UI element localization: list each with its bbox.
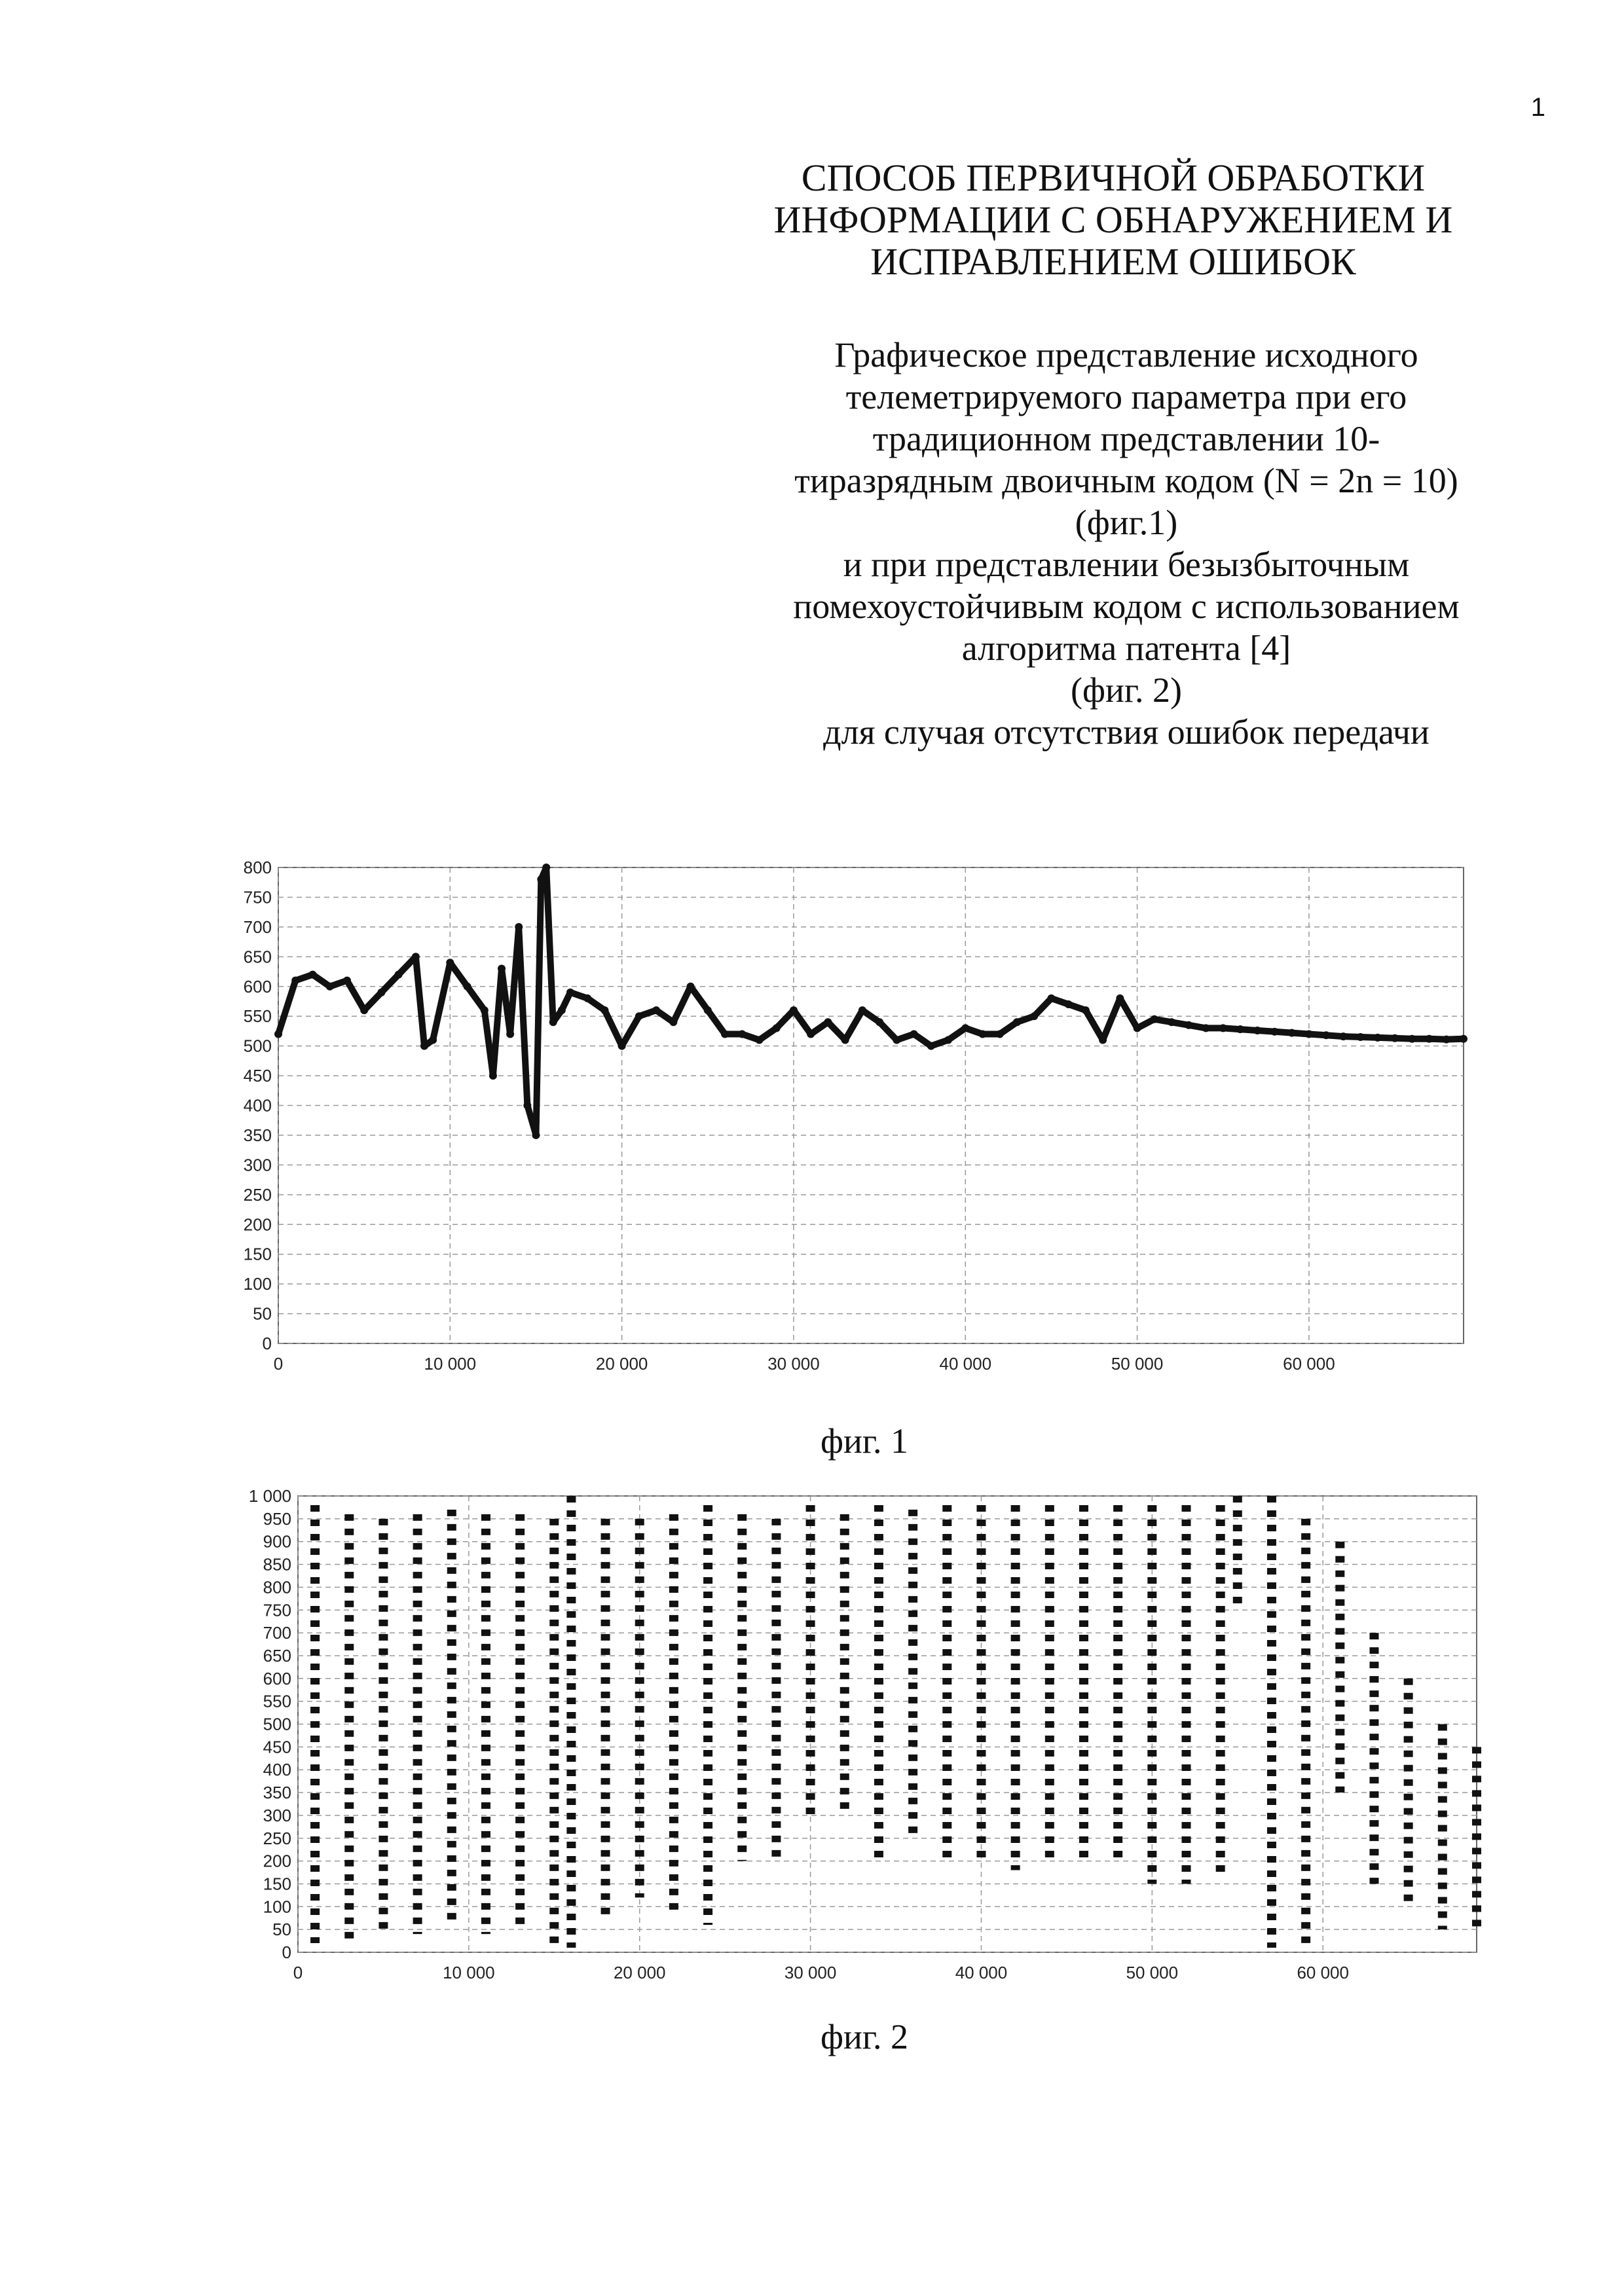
y-tick-label: 50 xyxy=(272,1920,291,1940)
y-tick-label: 600 xyxy=(263,1668,291,1688)
y-tick-label: 750 xyxy=(243,887,272,907)
y-tick-label: 650 xyxy=(243,947,272,967)
y-tick-label: 500 xyxy=(243,1036,272,1056)
y-tick-label: 850 xyxy=(263,1554,291,1575)
y-tick-label: 650 xyxy=(263,1645,291,1666)
y-tick-label: 550 xyxy=(263,1691,291,1711)
y-tick-label: 200 xyxy=(263,1851,291,1871)
y-tick-label: 550 xyxy=(243,1006,272,1027)
y-tick-label: 300 xyxy=(243,1155,272,1175)
y-tick-label: 250 xyxy=(243,1184,272,1205)
x-tick-label: 50 000 xyxy=(1111,1354,1164,1374)
x-tick-label: 20 000 xyxy=(613,1963,666,1982)
description-line: помехоустойчивым кодом с использованием xyxy=(793,587,1460,626)
y-tick-label: 950 xyxy=(263,1508,291,1529)
figure-2-caption: фиг. 2 xyxy=(821,2017,908,2056)
y-tick-label: 350 xyxy=(243,1125,272,1145)
title-line: ИНФОРМАЦИИ С ОБНАРУЖЕНИЕМ И xyxy=(773,198,1453,241)
y-tick-label: 400 xyxy=(243,1095,272,1116)
x-tick-label: 0 xyxy=(293,1963,303,1982)
y-tick-label: 250 xyxy=(263,1828,291,1848)
x-tick-label: 40 000 xyxy=(939,1354,992,1374)
title-line: СПОСОБ ПЕРВИЧНОЙ ОБРАБОТКИ xyxy=(801,156,1426,199)
y-tick-label: 0 xyxy=(282,1942,291,1962)
description-line: традиционном представлении 10- xyxy=(872,419,1380,458)
description-line: Графическое представление исходного xyxy=(834,335,1418,374)
y-tick-label: 750 xyxy=(263,1600,291,1620)
y-tick-label: 450 xyxy=(243,1066,272,1086)
x-tick-label: 40 000 xyxy=(955,1963,1008,1982)
y-tick-label: 300 xyxy=(263,1805,291,1825)
y-tick-label: 700 xyxy=(263,1623,291,1643)
y-tick-label: 50 xyxy=(253,1303,272,1324)
y-tick-label: 200 xyxy=(243,1214,272,1235)
y-tick-label: 400 xyxy=(263,1760,291,1780)
y-tick-label: 150 xyxy=(263,1874,291,1894)
x-tick-label: 50 000 xyxy=(1126,1963,1179,1982)
y-tick-label: 0 xyxy=(262,1334,272,1353)
y-tick-label: 500 xyxy=(263,1714,291,1734)
y-tick-label: 600 xyxy=(243,976,272,996)
y-tick-label: 1 000 xyxy=(248,1486,291,1506)
description-line: алгоритма патента [4] xyxy=(961,629,1291,668)
x-tick-label: 0 xyxy=(273,1354,284,1374)
y-tick-label: 800 xyxy=(243,858,272,877)
page-number: 1 xyxy=(1530,93,1545,122)
x-tick-label: 10 000 xyxy=(443,1963,495,1982)
y-tick-label: 100 xyxy=(263,1897,291,1917)
x-tick-label: 20 000 xyxy=(595,1354,648,1374)
y-tick-label: 900 xyxy=(263,1531,291,1552)
x-tick-label: 10 000 xyxy=(424,1354,477,1374)
x-tick-label: 60 000 xyxy=(1283,1354,1335,1374)
y-tick-label: 450 xyxy=(263,1737,291,1757)
description-line: и при представлении безызбыточным xyxy=(843,545,1410,584)
x-tick-label: 30 000 xyxy=(767,1354,820,1374)
description-line: телеметрируемого параметра при его xyxy=(845,377,1407,416)
description-line: (фиг.1) xyxy=(1075,503,1178,542)
description-line: тиразрядным двоичным кодом (N = 2n = 10) xyxy=(794,461,1458,500)
y-tick-label: 350 xyxy=(263,1783,291,1803)
title-line: ИСПРАВЛЕНИЕМ ОШИБОК xyxy=(870,240,1356,283)
description-line: (фиг. 2) xyxy=(1071,670,1182,710)
description-line: для случая отсутствия ошибок передачи xyxy=(823,712,1430,752)
y-tick-label: 150 xyxy=(243,1244,272,1264)
y-tick-label: 700 xyxy=(243,917,272,937)
figure-1-caption: фиг. 1 xyxy=(821,1421,908,1461)
x-tick-label: 60 000 xyxy=(1297,1963,1349,1982)
x-tick-label: 30 000 xyxy=(784,1963,837,1982)
y-tick-label: 800 xyxy=(263,1577,291,1597)
y-tick-label: 100 xyxy=(243,1274,272,1294)
